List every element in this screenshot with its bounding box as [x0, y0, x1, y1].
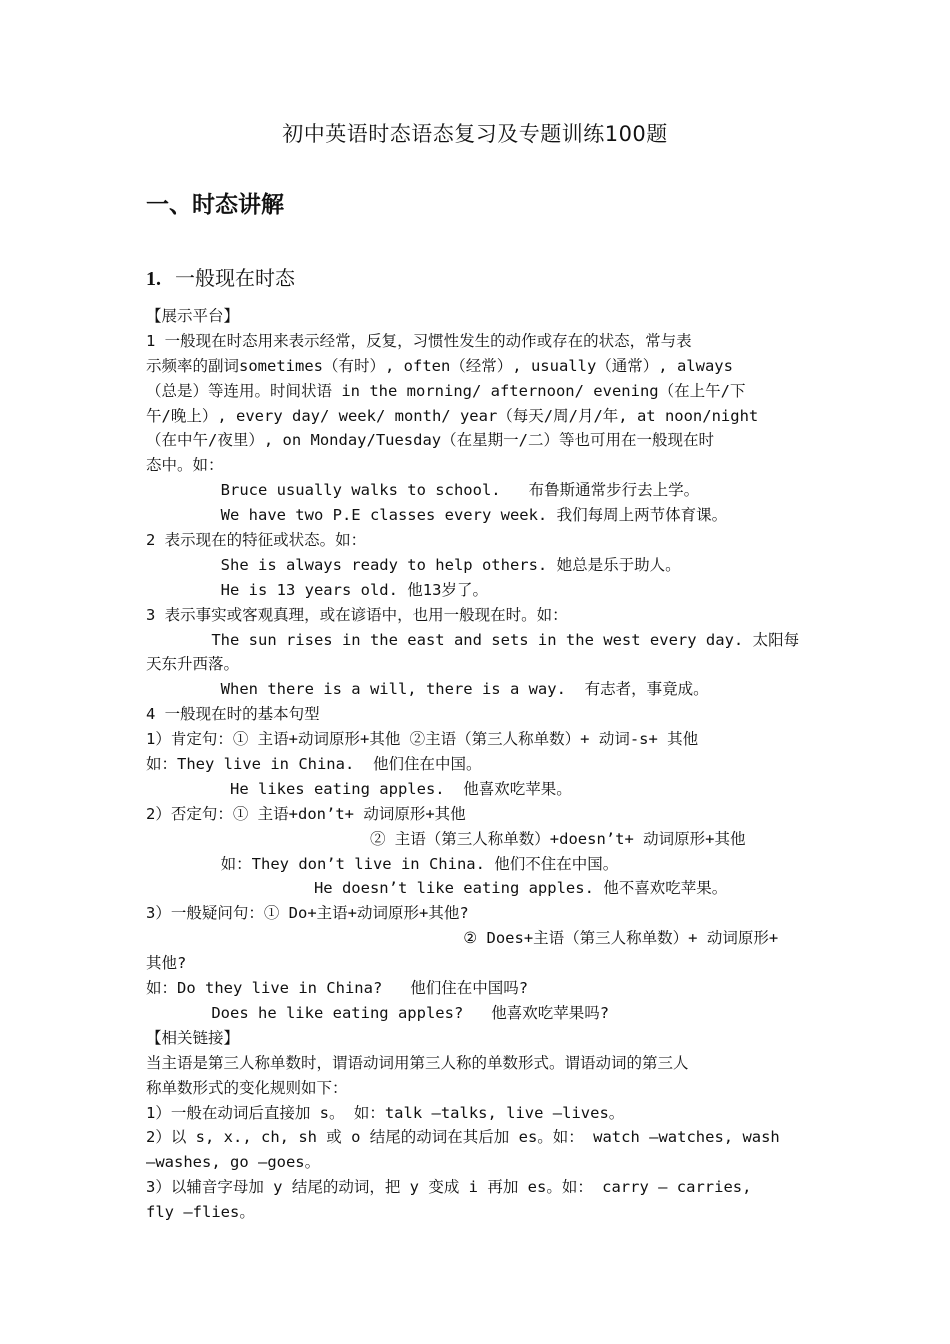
- body-line: Bruce usually walks to school. 布鲁斯通常步行去上学。: [146, 481, 700, 500]
- body-line: Does he like eating apples? 他喜欢吃苹果吗?: [146, 1003, 610, 1022]
- body-line: 午/晚上）, every day/ week/ month/ year（每天/周/月/年, at noon/night: [146, 406, 759, 425]
- body-line: 3）以辅音字母加 y 结尾的动词，把 y 变成 i 再加 es。如： carry – carries,: [146, 1178, 752, 1197]
- body-line: 示频率的副词sometimes（有时）, often（经常）, usually（通常）, always: [146, 356, 733, 375]
- body-line: ② Does+主语（第三人称单数）+ 动词原形+: [146, 929, 779, 948]
- body-line: 2）以 s, x., ch, sh 或 o 结尾的动词在其后加 es。如： watch –watches, wash: [146, 1128, 780, 1147]
- body-line: She is always ready to help others. 她总是乐于助人。: [146, 555, 681, 574]
- body-line: When there is a will, there is a way. 有志者，事竟成。: [146, 680, 709, 699]
- body-line: 4 一般现在时的基本句型: [146, 705, 320, 724]
- body-line: The sun rises in the east and sets in the west every day. 太阳每: [146, 630, 800, 649]
- body-line: 【相关链接】: [146, 1028, 240, 1047]
- subsection-heading: [146, 262, 295, 291]
- body-line: fly –flies。: [146, 1203, 255, 1222]
- body-line: 如：They don’t live in China. 他们不住在中国。: [146, 854, 619, 873]
- body-line: 1）一般在动词后直接加 s。 如：talk –talks, live –lives。: [146, 1103, 625, 1122]
- body-line: ② 主语（第三人称单数）+doesn’t+ 动词原形+其他: [146, 829, 746, 848]
- body-line: 当主语是第三人称单数时，谓语动词用第三人称的单数形式。谓语动词的第三人: [146, 1053, 689, 1072]
- body-line: He is 13 years old. 他13岁了。: [146, 580, 488, 599]
- body-line: 称单数形式的变化规则如下：: [146, 1078, 348, 1097]
- document-title: 初中英语时态语态复习及专题训练100题: [282, 122, 668, 146]
- body-line: 3）一般疑问句：① Do+主语+动词原形+其他?: [146, 904, 469, 923]
- body-line: 1 一般现在时态用来表示经常，反复，习惯性发生的动作或存在的状态，常与表: [146, 331, 692, 350]
- body-line: 2）否定句：① 主语+don’t+ 动词原形+其他: [146, 804, 466, 823]
- body-line: （在中午/夜里）, on Monday/Tuesday（在星期一/二）等也可用在一般现在时: [146, 431, 714, 450]
- body-line: 态中。如：: [146, 456, 224, 475]
- subsection-number: 1.: [146, 268, 161, 290]
- body-line: 如：Do they live in China? 他们住在中国吗?: [146, 979, 529, 998]
- body-line: 2 表示现在的特征或状态。如：: [146, 531, 367, 550]
- subsection-title: 一般现在时态: [175, 266, 295, 290]
- body-line: （总是）等连用。时间状语 in the morning/ afternoon/ evening（在上午/下: [146, 381, 746, 400]
- section-heading: 一、时态讲解: [146, 192, 284, 218]
- body-line: 1）肯定句：① 主语+动词原形+其他 ②主语（第三人称单数）+ 动词-s+ 其他: [146, 730, 699, 749]
- body-line: 其他?: [146, 954, 187, 973]
- body-line: 天东升西落。: [146, 655, 240, 674]
- document-body: [146, 304, 808, 1225]
- body-line: He doesn’t like eating apples. 他不喜欢吃苹果。: [146, 879, 728, 898]
- body-line: 如：They live in China. 他们住在中国。: [146, 755, 482, 774]
- body-line: 3 表示事实或客观真理，或在谚语中，也用一般现在时。如：: [146, 605, 568, 624]
- body-line: He likes eating apples. 他喜欢吃苹果。: [146, 779, 572, 798]
- body-line: –washes, go –goes。: [146, 1153, 321, 1172]
- body-line: We have two P.E classes every week. 我们每周上两节体育课。: [146, 506, 728, 525]
- body-line: 【展示平台】: [146, 307, 240, 325]
